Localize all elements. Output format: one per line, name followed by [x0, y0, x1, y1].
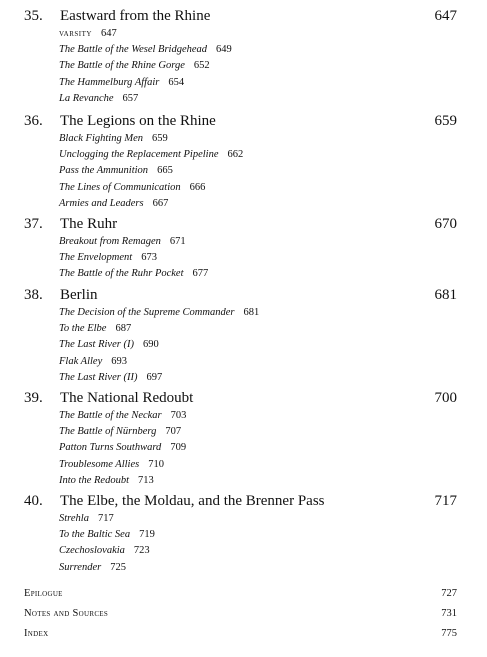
section-page-number: 710 — [148, 458, 164, 470]
section-entry — [0, 337, 487, 353]
section-title: The Last River (I) — [59, 339, 134, 351]
back-matter-page-number: 727 — [441, 588, 457, 599]
section-title: Unclogging the Replacement Pipeline — [59, 149, 219, 161]
section-page-number: 703 — [170, 410, 187, 421]
section-title: The Lines of Communication — [59, 181, 181, 193]
section-page-number: 719 — [139, 529, 155, 541]
back-matter-entry — [0, 624, 487, 644]
chapter-heading — [0, 215, 487, 234]
section-title: To the Baltic Sea — [59, 529, 131, 541]
chapter-entry — [0, 389, 487, 489]
chapter-number: 36. — [24, 113, 43, 129]
section-page-number: 687 — [115, 323, 132, 335]
section-page-number: 673 — [141, 252, 157, 264]
section-title: Czechoslovakia — [59, 545, 125, 557]
section-page-number: 657 — [122, 92, 139, 104]
section-entry — [0, 457, 487, 473]
chapter-entry — [0, 286, 487, 386]
section-entry — [0, 234, 487, 250]
section-entry — [0, 42, 487, 58]
section-entry — [0, 266, 487, 282]
section-page-number: 725 — [110, 561, 126, 573]
back-matter-page-number: 731 — [441, 608, 457, 619]
section-page-number: 649 — [216, 44, 232, 56]
section-page-number: 713 — [137, 474, 154, 486]
section-title: The Hammelburg Affair — [59, 76, 160, 88]
chapter-heading — [0, 112, 487, 131]
chapter-page-number: 717 — [434, 493, 457, 509]
section-page-number: 671 — [169, 236, 186, 247]
chapter-heading — [0, 7, 487, 26]
section-entry — [0, 354, 487, 370]
back-matter-entry — [0, 584, 487, 604]
back-matter-title: Epilogue — [24, 588, 63, 599]
section-entry — [0, 424, 487, 440]
section-title: Patton Turns Southward — [59, 442, 162, 454]
section-entry — [0, 440, 487, 456]
section-page-number: 647 — [100, 28, 117, 39]
section-entry — [0, 180, 487, 196]
chapter-title: The National Redoubt — [60, 390, 194, 406]
section-entry — [0, 147, 487, 163]
chapter-entry — [0, 112, 487, 212]
section-page-number: 709 — [170, 442, 187, 454]
section-page-number: 652 — [193, 60, 210, 72]
section-page-number: 697 — [146, 371, 163, 383]
section-entry — [0, 321, 487, 337]
chapter-number: 38. — [24, 287, 43, 303]
chapter-page-number: 670 — [434, 216, 457, 232]
chapter-number: 40. — [24, 493, 43, 509]
section-list — [0, 305, 487, 386]
section-page-number: 667 — [152, 197, 169, 209]
section-title: La Revanche — [59, 92, 114, 104]
section-entry — [0, 560, 487, 576]
section-entry — [0, 196, 487, 212]
section-entry — [0, 473, 487, 489]
section-list — [0, 234, 487, 283]
section-page-number: 665 — [157, 165, 173, 177]
chapter-title: Berlin — [60, 287, 98, 303]
back-matter-title: Index — [24, 628, 49, 639]
section-entry — [0, 250, 487, 266]
section-page-number: 717 — [97, 513, 114, 524]
section-entry — [0, 305, 487, 321]
section-title: The Battle of the Rhine Gorge — [59, 60, 185, 72]
section-list — [0, 26, 487, 107]
back-matter-page-number: 775 — [441, 628, 457, 639]
back-matter-title: Notes and Sources — [24, 608, 109, 619]
section-entry — [0, 511, 487, 527]
section-title: Pass the Ammunition — [59, 165, 149, 177]
chapter-entry — [0, 492, 487, 576]
section-title: The Battle of Nürnberg — [59, 426, 157, 438]
chapter-page-number: 647 — [434, 8, 457, 24]
chapter-title: The Legions on the Rhine — [60, 113, 216, 129]
section-page-number: 690 — [142, 339, 159, 351]
section-page-number: 677 — [192, 268, 209, 280]
section-entry — [0, 75, 487, 91]
section-title: Strehla — [59, 513, 89, 524]
section-title: Into the Redoubt — [59, 474, 129, 486]
back-matter-entry — [0, 604, 487, 624]
section-title: Flak Alley — [59, 355, 103, 367]
section-title: To the Elbe — [59, 323, 107, 335]
section-entry — [0, 370, 487, 386]
section-title: The Battle of the Wesel Bridgehead — [59, 44, 208, 56]
chapter-title: The Elbe, the Moldau, and the Brenner Pass — [60, 493, 325, 509]
section-list — [0, 511, 487, 576]
section-title: varsity — [59, 28, 92, 39]
section-title: The Last River (II) — [59, 371, 138, 383]
section-page-number: 693 — [111, 355, 127, 367]
section-title: Surrender — [59, 561, 102, 573]
chapter-entry — [0, 7, 487, 107]
section-title: Armies and Leaders — [59, 197, 144, 209]
section-list — [0, 131, 487, 212]
section-page-number: 723 — [133, 545, 150, 557]
section-page-number: 681 — [243, 307, 260, 318]
section-entry — [0, 91, 487, 107]
section-page-number: 662 — [227, 149, 244, 161]
chapter-number: 39. — [24, 390, 43, 406]
section-page-number: 654 — [168, 76, 185, 88]
section-title: The Decision of the Supreme Commander — [59, 307, 235, 318]
section-entry — [0, 26, 487, 42]
section-list — [0, 408, 487, 489]
chapter-entry — [0, 215, 487, 283]
section-entry — [0, 408, 487, 424]
section-entry — [0, 131, 487, 147]
chapter-number: 37. — [24, 216, 43, 232]
chapter-heading — [0, 389, 487, 408]
chapter-page-number: 681 — [434, 287, 457, 303]
section-page-number: 659 — [151, 133, 168, 144]
section-title: The Battle of the Ruhr Pocket — [59, 268, 184, 280]
chapter-page-number: 659 — [434, 113, 457, 129]
chapter-heading — [0, 492, 487, 511]
section-entry — [0, 527, 487, 543]
section-entry — [0, 543, 487, 559]
section-page-number: 666 — [189, 181, 206, 193]
section-title: The Envelopment — [59, 252, 133, 264]
chapter-page-number: 700 — [434, 390, 457, 406]
chapter-number: 35. — [24, 8, 43, 24]
section-title: Breakout from Remagen — [59, 236, 161, 247]
section-title: The Battle of the Neckar — [59, 410, 162, 421]
section-title: Troublesome Allies — [59, 458, 140, 470]
section-entry — [0, 58, 487, 74]
chapter-title: The Ruhr — [60, 216, 118, 232]
chapter-heading — [0, 286, 487, 305]
section-title: Black Fighting Men — [59, 133, 143, 144]
chapter-title: Eastward from the Rhine — [60, 8, 211, 24]
section-page-number: 707 — [165, 426, 182, 438]
section-entry — [0, 163, 487, 179]
